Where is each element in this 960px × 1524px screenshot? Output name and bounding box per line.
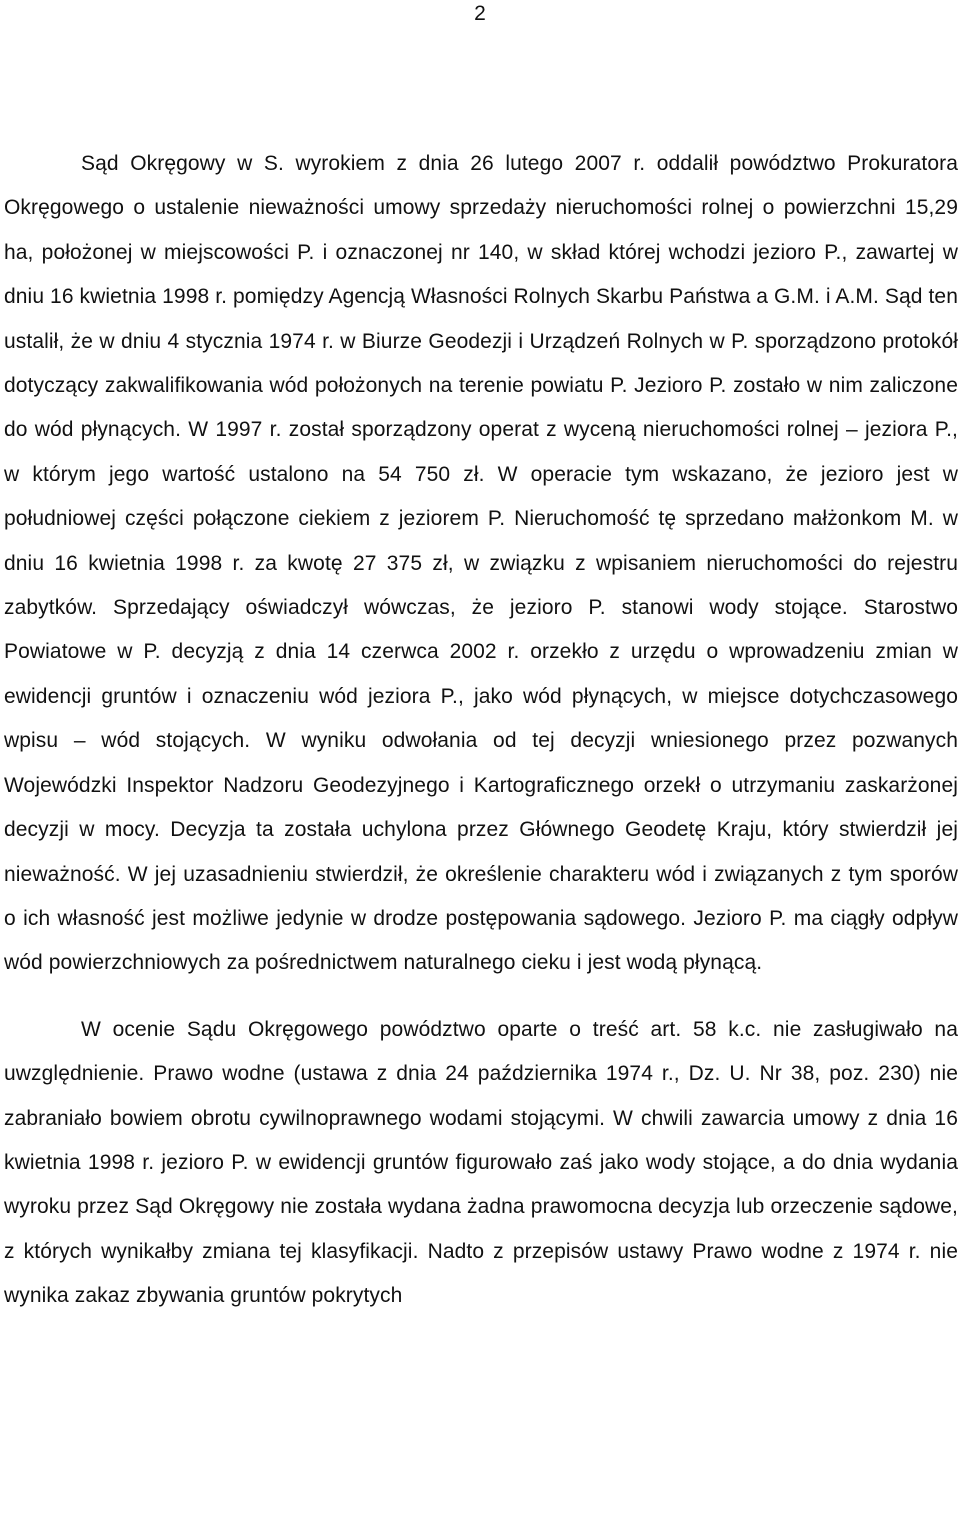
document-body bbox=[4, 142, 958, 1319]
paragraph: W ocenie Sądu Okręgowego powództwo oparte o treść art. 58 k.c. nie zasługiwało na uwzględnienie. Prawo wodne (ustawa z dnia 24 października 1974 r., Dz. U. Nr 38, poz. 230) nie zabraniało bowiem obrotu cywilnoprawnego wodami stojącymi. W chwili zawarcia umowy z dnia 16 kwietnia 1998 r. jezioro P. w ewidencji gruntów figurowało zaś jako wody stojące, a do dnia wydania wyroku przez Sąd Okręgowy nie została wydana żadna prawomocna decyzja lub orzeczenie sądowe, z których wynikałby zmiana tej klasyfikacji. Nadto z przepisów ustawy Prawo wodne z 1974 r. nie wynika zakaz zbywania gruntów pokrytych bbox=[4, 1017, 958, 1308]
page-number: 2 bbox=[474, 2, 486, 25]
paragraph: Sąd Okręgowy w S. wyrokiem z dnia 26 lutego 2007 r. oddalił powództwo Prokuratora Okręgowego o ustalenie nieważności umowy sprzedaży nieruchomości rolnej o powierzchni 15,29 ha, położonej w miejscowości P. i oznaczonej nr 140, w skład której wchodzi jezioro P., zawartej w dniu 16 kwietnia 1998 r. pomiędzy Agencją Własności Rolnych Skarbu Państwa a G.M. i A.M. Sąd ten ustalił, że w dniu 4 stycznia 1974 r. w Biurze Geodezji i Urządzeń Rolnych w P. sporządzono protokół dotyczący zakwalifikowania wód położonych na terenie powiatu P. Jezioro P. zostało w nim zaliczone do wód płynących. W 1997 r. został sporządzony operat z wyceną nieruchomości rolnej – jeziora P., w którym jego wartość ustalono na 54 750 zł. W operacie tym wskazano, że jezioro jest w południowej części połączone ciekiem z jeziorem P. Nieruchomość tę sprzedano małżonkom M. w dniu 16 kwietnia 1998 r. za kwotę 27 375 zł, w związku z wpisaniem nieruchomości do rejestru zabytków. Sprzedający oświadczył wówczas, że jezioro P. stanowi wody stojące. Starostwo Powiatowe w P. decyzją z dnia 14 czerwca 2002 r. orzekło z urzędu o wprowadzeniu zmian w ewidencji gruntów i oznaczeniu wód jeziora P., jako wód płynących, w miejsce dotychczasowego wpisu – wód stojących. W wyniku odwołania od tej decyzji wniesionego przez pozwanych Wojewódzki Inspektor Nadzoru Geodezyjnego i Kartograficznego orzekł o utrzymaniu zaskarżonej decyzji w mocy. Decyzja ta została uchylona przez Głównego Geodetę Kraju, który stwierdził jej nieważność. W jej uzasadnieniu stwierdził, że określenie charakteru wód i związanych z tym sporów o ich własność jest możliwe jedynie w drodze postępowania sądowego. Jezioro P. ma ciągły odpływ wód powierzchniowych za pośrednictwem naturalnego cieku i jest wodą płynącą. bbox=[4, 152, 958, 975]
